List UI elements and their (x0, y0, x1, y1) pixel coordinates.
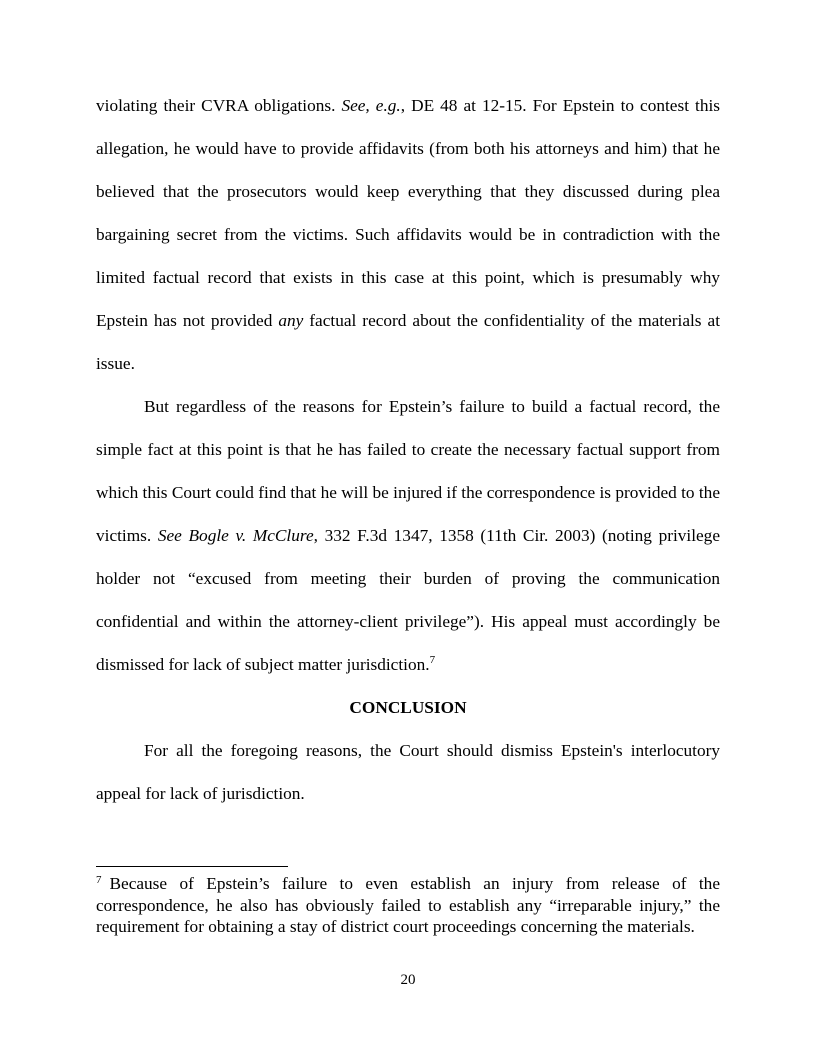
paragraph-factual-record (96, 385, 720, 686)
paragraph-2-text-a: But regardless of the reasons for Epstein’s failure to build a factual record, the simple fact at this point is that he has failed to create the necessary factual support from which this Court could find that he will be injured if the correspondence is provided to the victims. (96, 397, 720, 545)
paragraph-2-text-b: , 332 F.3d 1347, 1358 (11th Cir. 2003) (noting privilege holder not “excused from meeting their burden of proving the communication confidential and within the attorney-client privilege”). His appeal must accordingly be dismissed for lack of subject matter jurisdiction. (96, 526, 720, 674)
paragraph-1-text-a: violating their CVRA obligations. (96, 96, 342, 115)
paragraph-conclusion: For all the foregoing reasons, the Court should dismiss Epstein's interlocutory appeal for lack of jurisdiction. (96, 741, 720, 803)
footnote-number: 7 (96, 874, 102, 886)
footnote-7 (96, 873, 720, 938)
page-number: 20 (400, 972, 416, 988)
paragraph-cvra-obligations (96, 84, 720, 385)
footnote-separator (96, 866, 288, 867)
emphasis-any: any (278, 311, 304, 330)
conclusion-heading: CONCLUSION (349, 698, 467, 717)
paragraph-1-text-b: , DE 48 at 12-15. For Epstein to contest this allegation, he would have to provide affidavits (from both his attorneys and him) that he believed that the prosecutors would keep everything that they discussed during plea bargaining secret from the victims. Such affidavits would be in contradiction with the limited factual record that exists in this case at this point, which is presumably why Epstein has not provided (96, 96, 720, 330)
footnote-text: Because of Epstein’s failure to even establish an injury from release of the correspondence, he also has obviously failed to establish any “irreparable injury,” the requirement for obtaining a stay of district court proceedings concerning the materials. (96, 874, 720, 936)
paragraph-1-text-c: factual record about the confidentiality of the materials at issue. (96, 311, 720, 373)
footnote-reference[interactable]: 7 (429, 654, 436, 666)
citation-bogle-v-mcclure: See Bogle v. McClure (157, 526, 314, 545)
document-body (96, 84, 720, 815)
citation-see-eg: See, e.g. (341, 96, 401, 115)
